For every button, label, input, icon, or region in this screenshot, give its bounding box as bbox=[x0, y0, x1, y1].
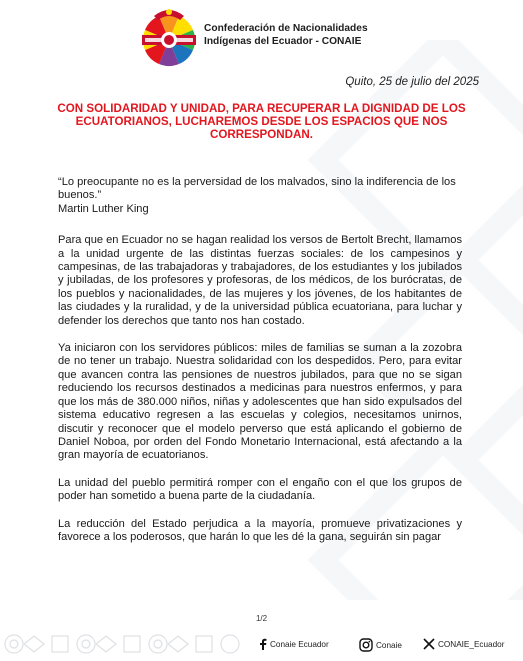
document-title: CON SOLIDARIDAD Y UNIDAD, PARA RECUPERAR LA DIGNIDAD DE LOS ECUATORIANOS, LUCHAREMOS DESDE LOS ESPACIOS QUE NOS CORRESPONDAN. bbox=[57, 102, 466, 142]
facebook-handle: Conaie Ecuador bbox=[270, 639, 329, 649]
conaie-logo-icon bbox=[140, 6, 198, 68]
footer bbox=[0, 624, 523, 661]
instagram-handle: Conaie bbox=[376, 640, 402, 650]
document-date: Quito, 25 de julio del 2025 bbox=[345, 76, 479, 88]
paragraph-2: Ya iniciaron con los servidores públicos: miles de familias se suman a la zozobra de no tener un trabajo. Nuestra solidaridad con los despedidos. Pero, para evitar que avancen contra las pensiones de nuestros jubilados, para que no se sigan reduciendo los recursos destinados a medicinas para nuestros enfermos, y para que los más de 380.000 niños, niñas y adolescentes que han sido expulsados del sistema educativo regresen a las escuelas y colegios, necesitamos unirnos, discutir y reconocer que el modelo perverso que está aplicando el gobierno de Daniel Noboa, por orden del Fondo Monetario Internacional, está afectando a la gran mayoría de ecuatorianos. bbox=[58, 342, 462, 462]
header bbox=[140, 6, 440, 68]
org-name-line1: Confederación de Nacionalidades bbox=[204, 23, 368, 34]
document-body bbox=[58, 176, 462, 558]
social-instagram[interactable] bbox=[359, 638, 402, 652]
x-icon bbox=[423, 638, 435, 650]
quote-author: Martin Luther King bbox=[58, 202, 149, 215]
paragraph-3: La unidad del pueblo permitirá romper con el engaño con el que los grupos de poder han sometido a buena parte de la ciudadanía. bbox=[58, 476, 462, 503]
social-x[interactable] bbox=[423, 638, 504, 650]
organization-name bbox=[204, 22, 434, 48]
footer-pattern bbox=[0, 624, 250, 661]
paragraph-1: Para que en Ecuador no se hagan realidad los versos de Bertolt Brecht, llamamos a la unidad urgente de las distintas fuerzas sociales: de los campesinos y campesinas, de las trabajadoras y trabajadores, de los estudiantes y los jubilados y jubiladas, de los profesores y profesoras, de los médicos, de los burócratas, de los pueblos y nacionalidades, de las mujeres y los jóvenes, de los habitantes de las ciudades y la ruralidad, y de la universidad pública ecuatoriana, para luchar y defender los derechos que tanto nos han costado. bbox=[58, 234, 462, 327]
page-number: 1/2 bbox=[255, 614, 268, 623]
x-handle: CONAIE_Ecuador bbox=[438, 639, 505, 649]
facebook-icon bbox=[258, 638, 267, 650]
org-name-line2: Indígenas del Ecuador - CONAIE bbox=[204, 36, 362, 47]
instagram-icon bbox=[359, 638, 373, 652]
quote-text: “Lo preocupante no es la perversidad de los malvados, sino la indiferencia de los buenos.” bbox=[58, 176, 456, 202]
social-facebook[interactable] bbox=[258, 638, 329, 650]
paragraph-4: La reducción del Estado perjudica a la mayoría, promueve privatizaciones y favorece a los poderosos, que harán lo que les dé la gana, seguirán sin pagar bbox=[58, 517, 462, 543]
